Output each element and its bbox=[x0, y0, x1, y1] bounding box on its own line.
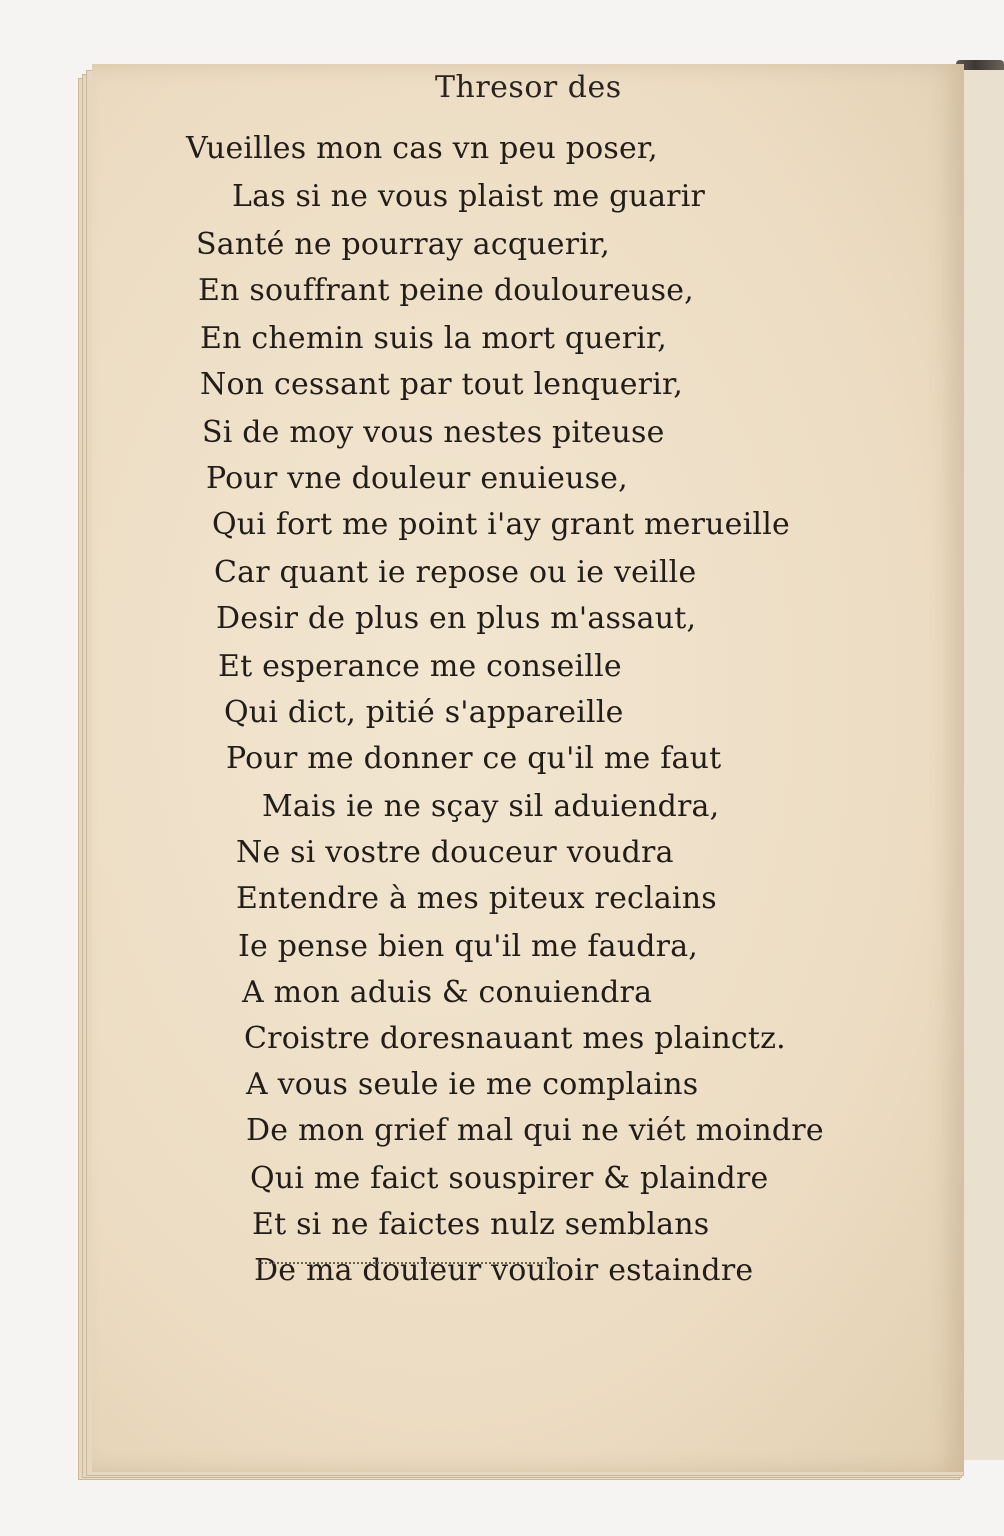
verse-line: En souffrant peine douloureuse, bbox=[198, 273, 694, 308]
verse-line: Qui me faict souspirer & plaindre bbox=[250, 1161, 769, 1196]
verse-line: Croistre doresnauant mes plainctz. bbox=[244, 1021, 786, 1056]
verse-line: A mon aduis & conuiendra bbox=[242, 975, 653, 1010]
verse-line: A vous seule ie me complains bbox=[246, 1067, 699, 1102]
verse-line: Si de moy vous nestes piteuse bbox=[202, 415, 665, 450]
running-head: Thresor des bbox=[435, 70, 622, 105]
bottom-ornament-rule bbox=[258, 1262, 558, 1266]
verse-line: Vueilles mon cas vn peu poser, bbox=[186, 131, 658, 166]
verse-line: Pour me donner ce qu'il me faut bbox=[226, 741, 722, 776]
verse-line: Ne si vostre douceur voudra bbox=[236, 835, 674, 870]
verse-line: Qui dict, pitié s'appareille bbox=[224, 695, 624, 730]
verse-line: Car quant ie repose ou ie veille bbox=[214, 555, 697, 590]
verse-line: Entendre à mes piteux reclains bbox=[236, 881, 717, 916]
verse-line: Ie pense bien qu'il me faudra, bbox=[238, 929, 699, 964]
verse-line: De mon grief mal qui ne viét moindre bbox=[246, 1113, 824, 1148]
verse-line: Las si ne vous plaist me guarir bbox=[232, 179, 706, 214]
facing-page-edge bbox=[964, 70, 1004, 1460]
verse-line: Et esperance me conseille bbox=[218, 649, 622, 684]
verse-line: En chemin suis la mort querir, bbox=[200, 321, 668, 356]
verse-line: Desir de plus en plus m'assaut, bbox=[216, 601, 697, 636]
verse-line: De ma douleur vouloir estaindre bbox=[254, 1253, 754, 1288]
verse-line: Qui fort me point i'ay grant merueille bbox=[212, 507, 790, 542]
verse-line: Et si ne faictes nulz semblans bbox=[252, 1207, 710, 1242]
verse-line: Mais ie ne sçay sil aduiendra, bbox=[262, 789, 720, 824]
verse-line: Non cessant par tout lenquerir, bbox=[200, 367, 683, 402]
verse-line: Pour vne douleur enuieuse, bbox=[206, 461, 628, 496]
verse-line: Santé ne pourray acquerir, bbox=[196, 227, 611, 262]
